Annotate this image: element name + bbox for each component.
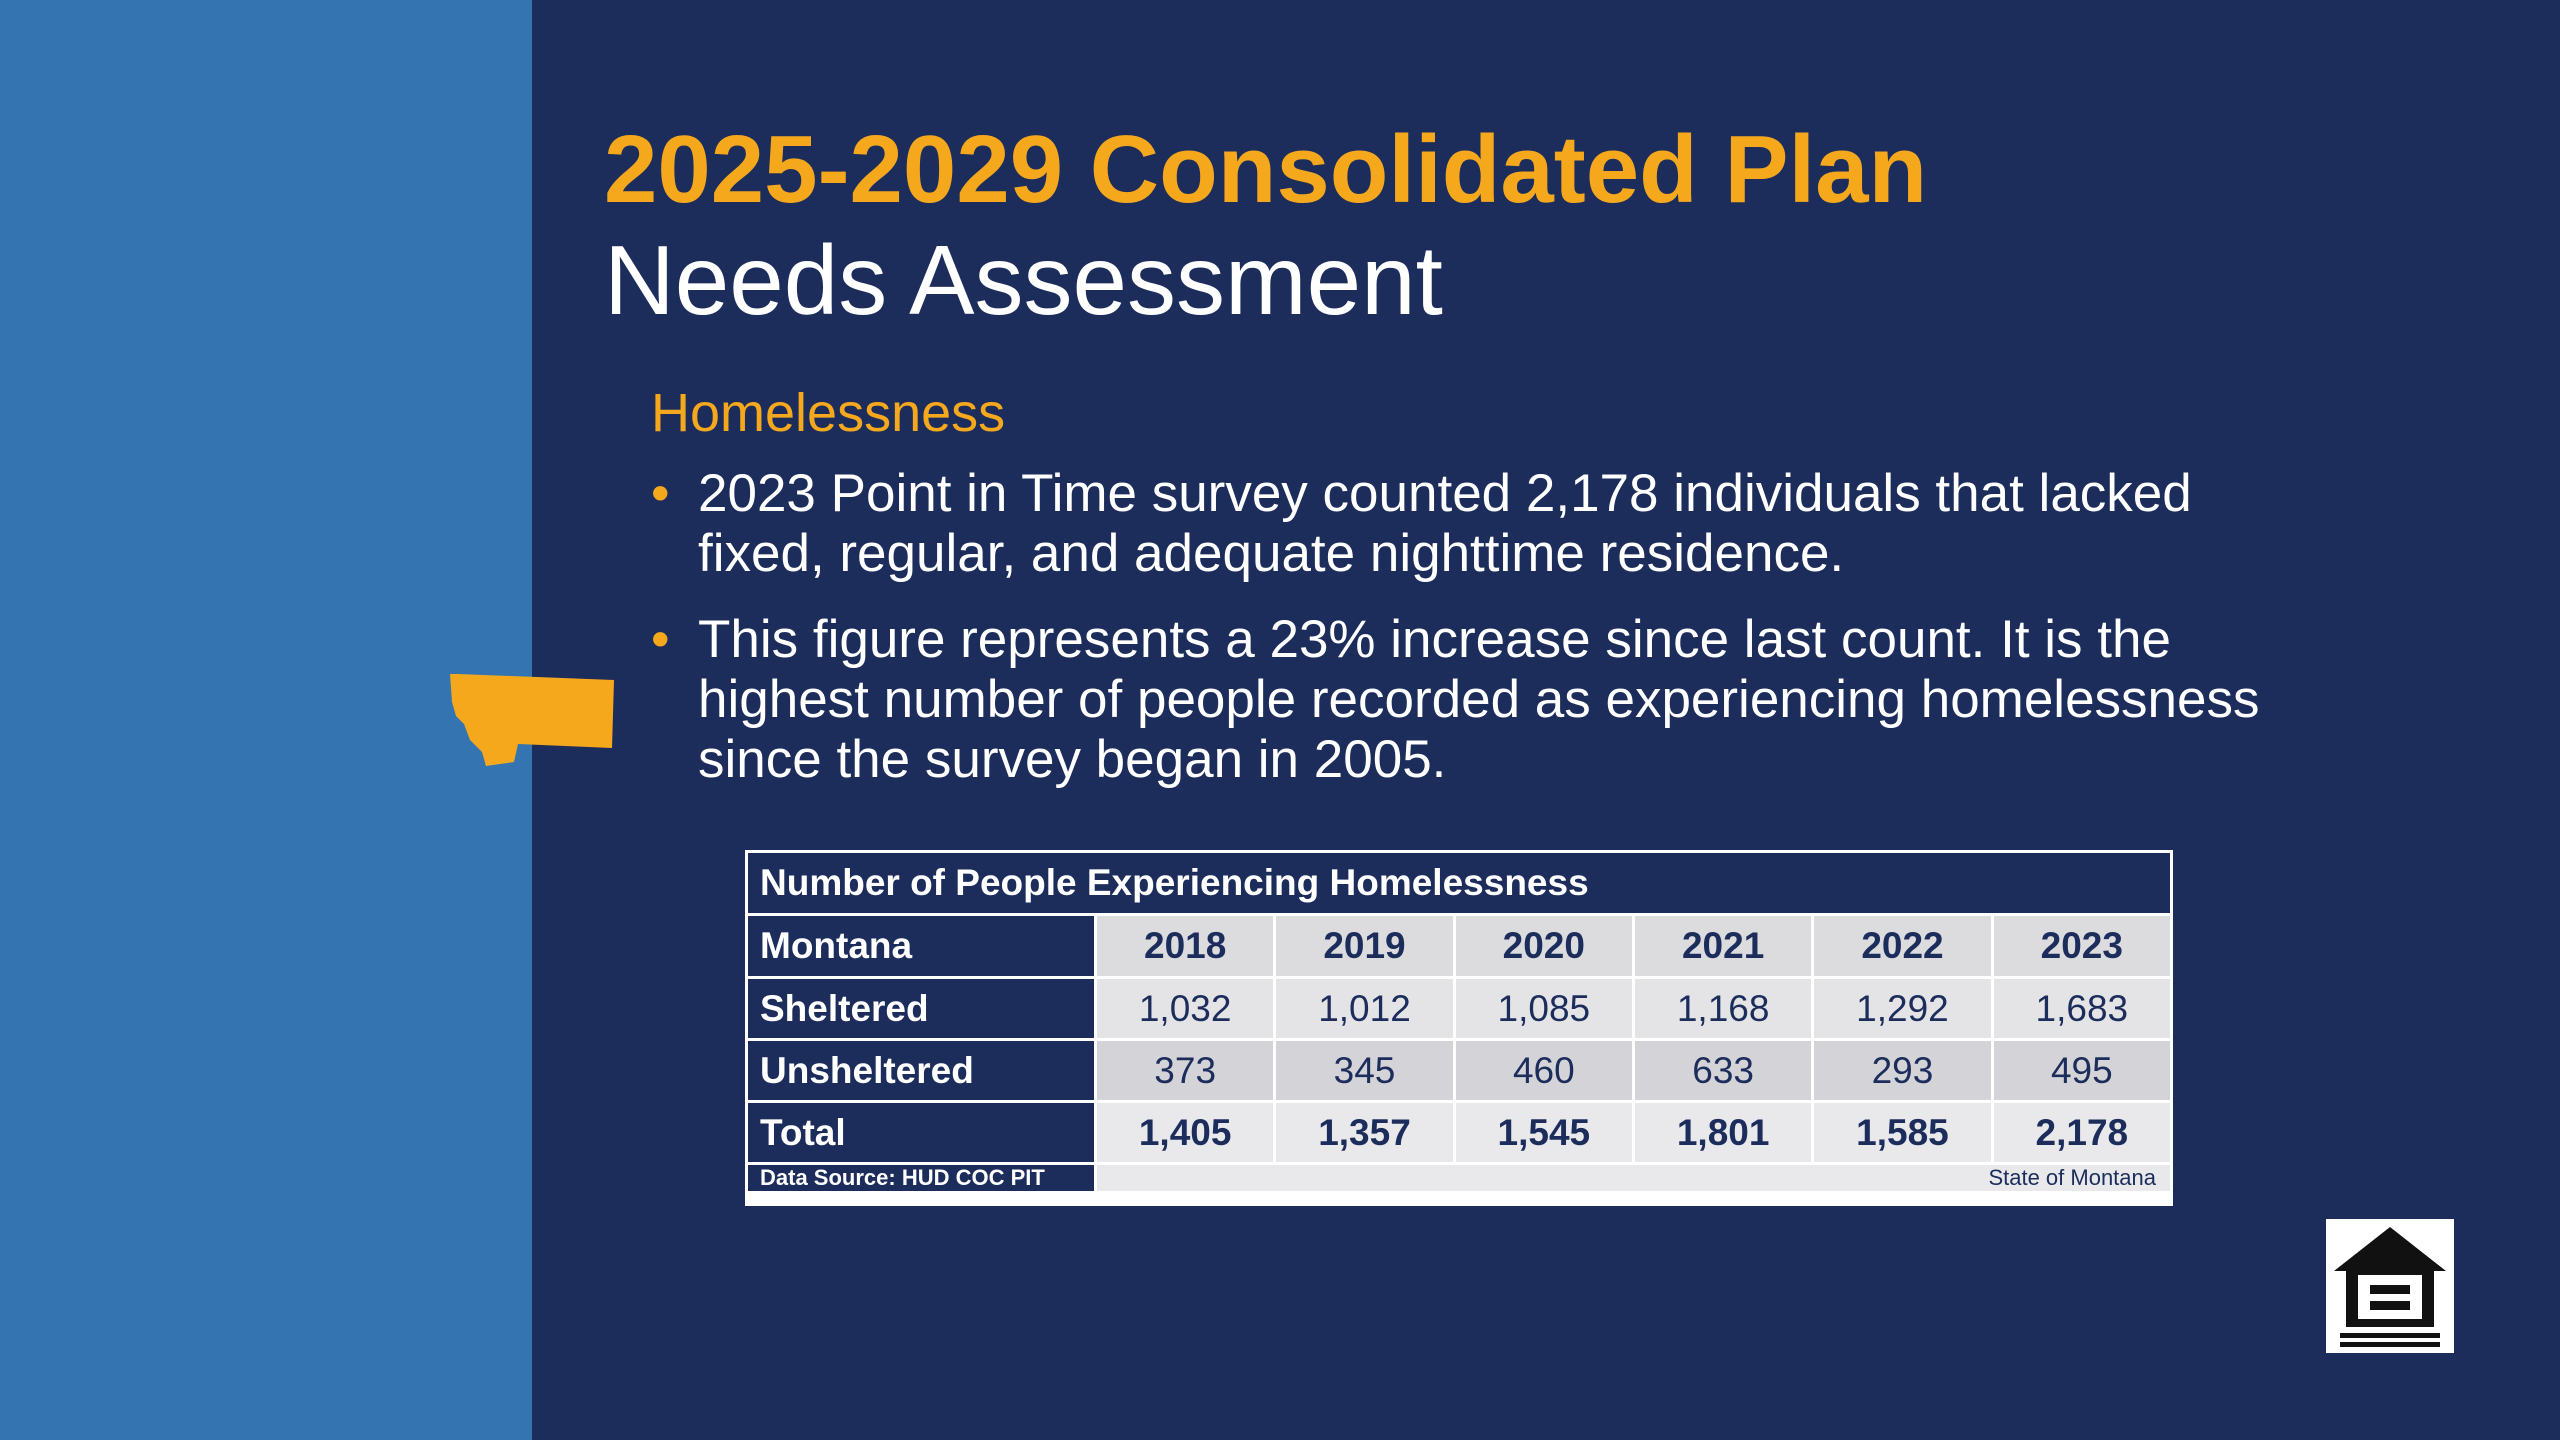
year-header: 2019: [1276, 916, 1452, 976]
bullet-item: [651, 464, 2291, 584]
homelessness-table: [745, 850, 2173, 1206]
year-header: 2021: [1635, 916, 1811, 976]
table-cell: 1,545: [1456, 1103, 1632, 1162]
table-caption-row: [748, 853, 2170, 913]
table-cell: 345: [1276, 1041, 1452, 1100]
table-cell: 460: [1456, 1041, 1632, 1100]
bullet-text: 2023 Point in Time survey counted 2,178 individuals that lacked fixed, regular, and adequate nighttime residence.: [698, 464, 2192, 583]
year-header: 2020: [1456, 916, 1632, 976]
bullet-text: This figure represents a 23% increase since last count. It is the highest number of people recorded as experiencing homelessness since the survey began in 2005.: [698, 610, 2260, 789]
table-cell: 1,085: [1456, 979, 1632, 1038]
table-cell: 2,178: [1994, 1103, 2170, 1162]
table-cell: 1,032: [1097, 979, 1273, 1038]
table-cell: 1,683: [1994, 979, 2170, 1038]
table-cell: 1,012: [1276, 979, 1452, 1038]
row-header-montana: Montana: [748, 916, 1094, 976]
table-row: [748, 979, 2170, 1038]
bullet-marker: •: [651, 464, 670, 523]
row-label-unsheltered: Unsheltered: [748, 1041, 1094, 1100]
table-header-row: [748, 916, 2170, 976]
table-row: [748, 1041, 2170, 1100]
montana-state-icon: [448, 672, 614, 766]
equal-housing-opportunity-icon: [2326, 1219, 2454, 1353]
table-cell: 373: [1097, 1041, 1273, 1100]
year-header: 2018: [1097, 916, 1273, 976]
bullet-item: [651, 610, 2291, 790]
year-header: 2023: [1994, 916, 2170, 976]
table-cell: 1,357: [1276, 1103, 1452, 1162]
table-cell: 1,585: [1814, 1103, 1990, 1162]
page-title: 2025-2029 Consolidated Plan: [604, 116, 1928, 223]
table-cell: 1,292: [1814, 979, 1990, 1038]
table-cell: 1,405: [1097, 1103, 1273, 1162]
page-subtitle: Needs Assessment: [604, 225, 1443, 335]
table-cell: 495: [1994, 1041, 2170, 1100]
bullet-list: [651, 464, 2291, 816]
data-source: Data Source: HUD COC PIT: [748, 1165, 1094, 1191]
table-cell: 1,801: [1635, 1103, 1811, 1162]
year-header: 2022: [1814, 916, 1990, 976]
table-cell: 633: [1635, 1041, 1811, 1100]
table-cell: 1,168: [1635, 979, 1811, 1038]
table-caption: Number of People Experiencing Homelessness: [748, 853, 2170, 913]
table-credit: State of Montana: [1097, 1165, 2170, 1191]
row-label-total: Total: [748, 1103, 1094, 1162]
table-cell: 293: [1814, 1041, 1990, 1100]
bullet-marker: •: [651, 610, 670, 669]
section-heading: Homelessness: [651, 383, 1006, 443]
table-row: [748, 1103, 2170, 1162]
table-footer-row: [748, 1165, 2170, 1191]
row-label-sheltered: Sheltered: [748, 979, 1094, 1038]
